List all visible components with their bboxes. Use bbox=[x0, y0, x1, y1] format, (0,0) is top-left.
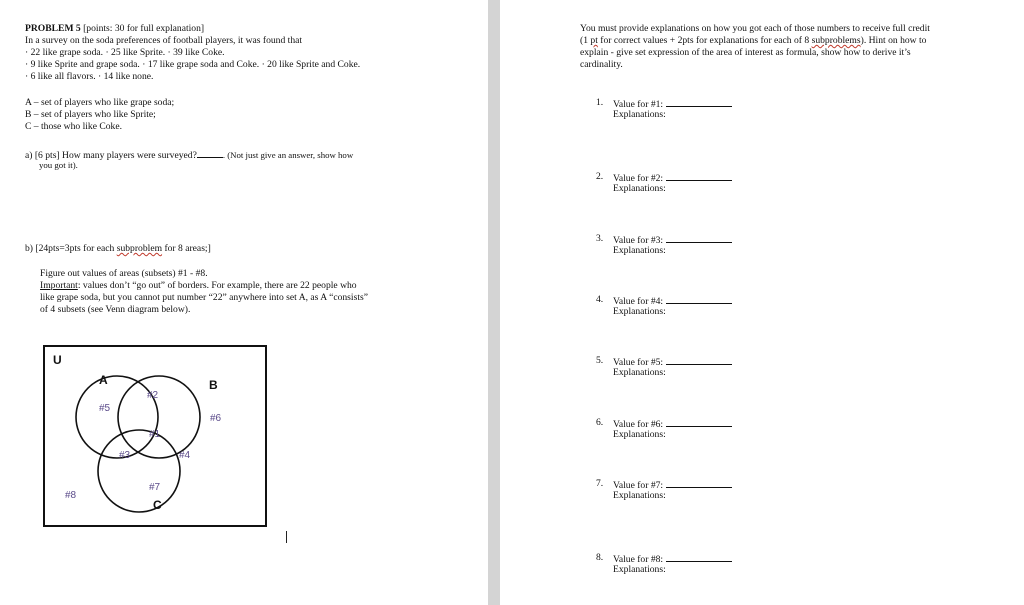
set-label-c: C bbox=[153, 498, 162, 512]
answer-value-label: Value for #7: bbox=[613, 480, 664, 491]
problem-title: PROBLEM 5 bbox=[25, 23, 81, 34]
venn-circle-c bbox=[98, 430, 180, 512]
answer-item-number: 2. bbox=[596, 171, 604, 182]
answer-value-blank[interactable] bbox=[666, 97, 732, 107]
universe-label: U bbox=[53, 353, 62, 367]
part-a-answer-blank[interactable] bbox=[197, 148, 223, 158]
region-2-label: #2 bbox=[147, 390, 159, 401]
answer-explanations-label: Explanations: bbox=[613, 306, 666, 317]
region-8-label: #8 bbox=[65, 490, 77, 501]
part-b-heading bbox=[25, 243, 211, 255]
answer-value-label: Value for #2: bbox=[613, 173, 664, 184]
answer-explanations-label: Explanations: bbox=[613, 564, 666, 575]
text-cursor bbox=[286, 531, 287, 543]
answer-item-number: 1. bbox=[596, 97, 604, 108]
answer-value-blank[interactable] bbox=[666, 233, 732, 243]
answer-explanations-label: Explanations: bbox=[613, 490, 666, 501]
answer-value-blank[interactable] bbox=[666, 355, 732, 365]
important-label: Important bbox=[40, 280, 78, 291]
answer-item-number: 8. bbox=[596, 552, 604, 563]
part-b-suffix: for 8 areas;] bbox=[162, 243, 211, 254]
important-line-3: of 4 subsets (see Venn diagram below). bbox=[40, 304, 191, 315]
part-a-line-2: you got it). bbox=[39, 160, 78, 170]
fact-line-3: · 6 like all flavors. · 14 like none. bbox=[25, 71, 154, 82]
instructions-line-1: You must provide explanations on how you got each of those numbers to receive full credit bbox=[580, 23, 930, 34]
answer-value-blank[interactable] bbox=[666, 552, 732, 562]
venn-diagram bbox=[43, 345, 267, 527]
part-b-prefix: b) [24pts=3pts for each bbox=[25, 243, 117, 254]
instructions-line-4: cardinality. bbox=[580, 59, 623, 70]
important-line-2: like grape soda, but you cannot put number “22” anywhere into set A, as A “consists” bbox=[40, 292, 368, 303]
answer-value-label: Value for #5: bbox=[613, 357, 664, 368]
answer-explanations-label: Explanations: bbox=[613, 109, 666, 120]
venn-circle-a bbox=[76, 376, 158, 458]
set-label-b: B bbox=[209, 378, 218, 392]
region-3-label: #3 bbox=[119, 450, 131, 461]
answer-item-number: 6. bbox=[596, 417, 604, 428]
answer-value-label: Value for #4: bbox=[613, 296, 664, 307]
region-7-label: #7 bbox=[149, 482, 161, 493]
set-b-definition: B – set of players who like Sprite; bbox=[25, 109, 156, 120]
points-note: [points: 30 for full explanation] bbox=[83, 23, 205, 34]
instr-pt-word: pt bbox=[590, 35, 598, 46]
answer-value-blank[interactable] bbox=[666, 478, 732, 488]
instructions-line-3: explain - give set expression of the area of interest as formula, show how to derive it’s bbox=[580, 47, 911, 58]
important-line-1 bbox=[40, 280, 357, 292]
answer-value-label: Value for #3: bbox=[613, 235, 664, 246]
answer-value-blank[interactable] bbox=[666, 294, 732, 304]
intro-text: In a survey on the soda preferences of football players, it was found that bbox=[25, 35, 303, 46]
answer-value-label: Value for #6: bbox=[613, 419, 664, 430]
figure-instruction: Figure out values of areas (subsets) #1 - #8. bbox=[40, 268, 208, 279]
answer-explanations-label: Explanations: bbox=[613, 367, 666, 378]
part-a-prefix: a) [6 pts] How many players were surveyed? bbox=[25, 150, 197, 161]
answer-explanations-label: Explanations: bbox=[613, 183, 666, 194]
region-1-label: #1 bbox=[149, 429, 161, 440]
region-4-label: #4 bbox=[179, 450, 191, 461]
fact-line-1: · 22 like grape soda. · 25 like Sprite. · 39 like Coke. bbox=[25, 47, 225, 58]
venn-circle-b bbox=[118, 376, 200, 458]
answer-value-label: Value for #8: bbox=[613, 554, 664, 565]
region-5-label: #5 bbox=[99, 403, 111, 414]
instructions-line-2 bbox=[580, 35, 926, 47]
important-text: : values don’t “go out” of borders. For example, there are 22 people who bbox=[77, 280, 357, 291]
instr-part-a: (1 bbox=[580, 35, 591, 46]
answer-explanations-label: Explanations: bbox=[613, 429, 666, 440]
answer-value-label: Value for #1: bbox=[613, 99, 664, 110]
left-page[interactable] bbox=[0, 0, 488, 605]
answer-value-blank[interactable] bbox=[666, 171, 732, 181]
part-a-suffix: . (Not just give an answer, show how bbox=[222, 150, 354, 160]
instr-subproblems-word: subproblems bbox=[811, 35, 861, 46]
answer-item-number: 3. bbox=[596, 233, 604, 244]
region-6-label: #6 bbox=[210, 413, 222, 424]
instr-part-c: ). Hint on how to bbox=[860, 35, 927, 46]
set-a-definition: A – set of players who like grape soda; bbox=[25, 97, 175, 108]
answer-value-blank[interactable] bbox=[666, 417, 732, 427]
set-c-definition: C – those who like Coke. bbox=[25, 121, 122, 132]
fact-line-2: · 9 like Sprite and grape soda. · 17 like grape soda and Coke. · 20 like Sprite and Coke. bbox=[25, 59, 361, 70]
part-b-word: subproblem bbox=[116, 243, 163, 254]
page-gutter bbox=[488, 0, 500, 605]
right-page[interactable] bbox=[500, 0, 1024, 605]
answer-item-number: 4. bbox=[596, 294, 604, 305]
answer-explanations-label: Explanations: bbox=[613, 245, 666, 256]
problem-header bbox=[25, 23, 204, 35]
answer-item-number: 5. bbox=[596, 355, 604, 366]
set-label-a: A bbox=[99, 373, 108, 387]
instr-part-b: for correct values + 2pts for explanations for each of 8 bbox=[597, 35, 812, 46]
answer-item-number: 7. bbox=[596, 478, 604, 489]
